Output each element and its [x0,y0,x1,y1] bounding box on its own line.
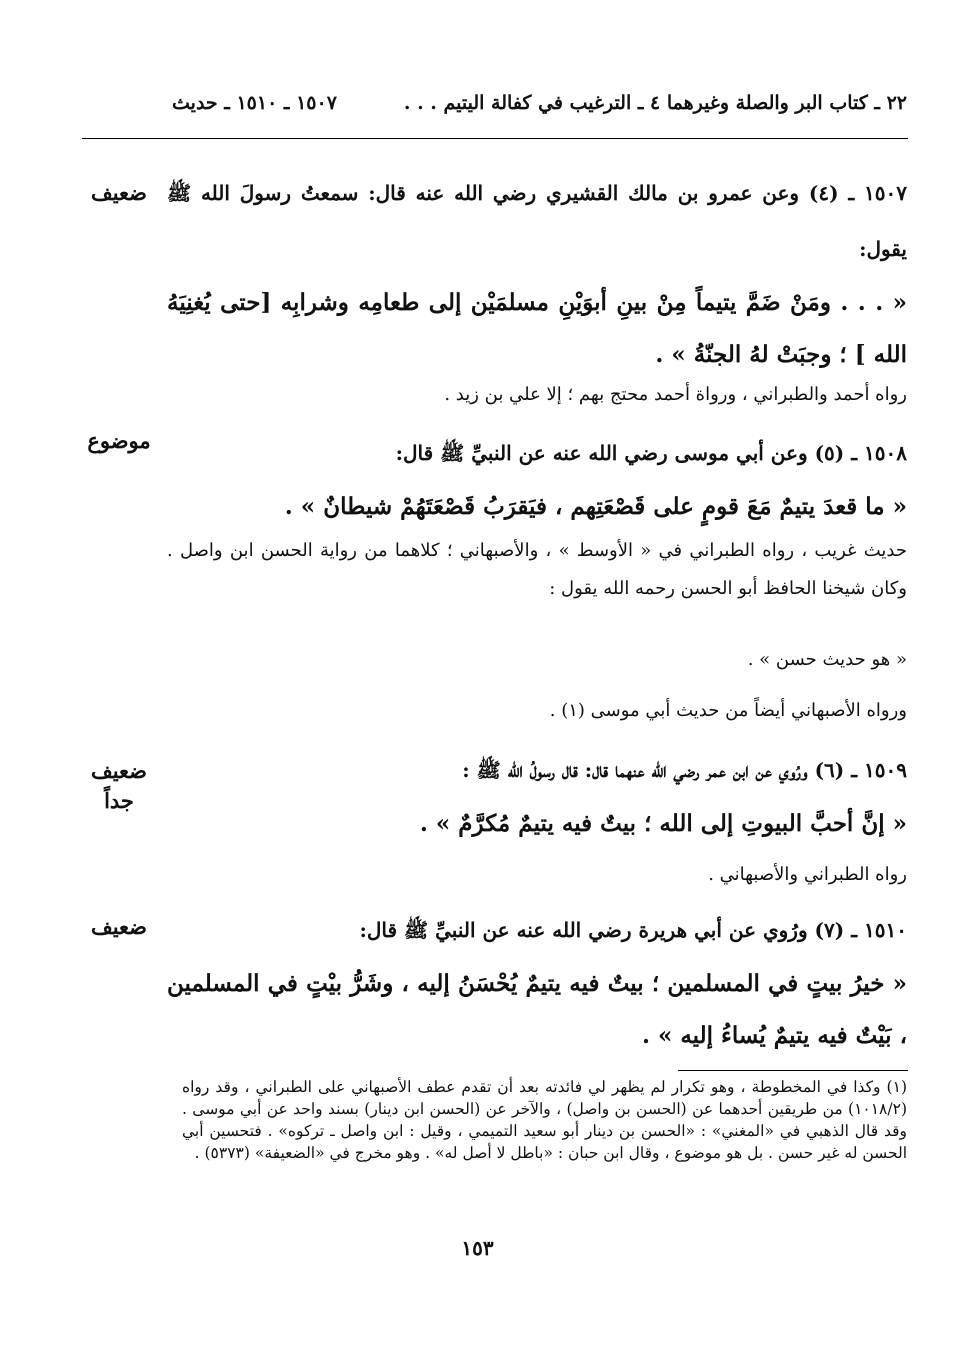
hadith-quote-1508: « هو حديث حسن » . [747,649,907,670]
page-number: ١٥٣ [461,1236,494,1260]
hadith-note-1508-extra: ورواه الأصبهاني أيضاً من حديث أبي موسى (١) . [549,700,907,721]
hadith-entry-1507 [167,165,907,381]
grade-label-1509: ضعيف جداً [90,758,148,813]
footnote-1: (١) وكذا في المخطوطة ، وهو تكرار لم يظهر لي فائدته بعد أن تقدم عطف الأصبهاني على الطبراني ، وقد رواه (١٠١٨/٢) من طريقين أحدهما عن (الحسن بن واصل) ، والآخر عن (الحسن ابن دينار) بسند واحد عن أبي موسى . وقد قال الذهبي في «المغني» : «الحسن بن دينار أبو سعيد التميمي ، وقيل : ابن واصل ـ تركوه» . فتحسين أبي الحسن له غير حسن . بل هو موضوع ، وقال ابن حبان : «باطل لا أصل له» . وهو مخرج في «الضعيفة» (٥٣٧٣) . [182,1078,907,1162]
hadith-intro: ١٥١٠ ـ (٧) ورُوي عن أبي هريرة رضي الله عنه عن النبيِّ ﷺ قال: [359,918,907,942]
hadith-note-1507: رواه أحمد والطبراني ، ورواة أحمد محتج بهم ؛ إلا علي بن زيد . [444,384,907,405]
grade-label-1510: ضعيف [90,914,148,939]
hadith-text: « إنَّ أحبَّ البيوتِ إلى الله ؛ بيتٌ فيه يتيمٌ مُكرَّمٌ » . [419,810,907,837]
hadith-text: « ما قعدَ يتيمٌ مَعَ قومٍ على قَصْعَتِهم ، فيَقرَبُ قَصْعَتَهُمْ شيطانٌ » . [284,493,907,520]
grade-label-1507: ضعيف [90,180,148,205]
hadith-entry-1508 [167,425,907,533]
hadith-entry-1510 [167,902,907,1062]
hadith-intro: ١٥٠٩ ـ (٦) ورُوي عن ابن عمر رضي الله عنهما قال: قال رسولُ الله ﷺ : [462,758,907,782]
header-hadith-range: ١٥٠٧ ـ ١٥١٠ ـ حديث [172,92,337,114]
hadith-note-1508: حديث غريب ، رواه الطبراني في « الأوسط » ، والأصبهاني ؛ كلاهما من رواية الحسن ابن واصل . وكان شيخنا الحافظ أبو الحسن رحمه الله يقول : [167,540,907,599]
hadith-intro: ١٥٠٨ ـ (٥) وعن أبي موسى رضي الله عنه عن النبيِّ ﷺ قال: [395,441,907,465]
hadith-entry-1509 [167,742,907,850]
hadith-text: « . . . ومَنْ ضَمَّ يتيماً مِنْ بينِ أبوَيْنِ مسلمَيْن إلى طعامِه وشرابِه [حتى يُغنِيَهُ الله ] ؛ وجبَتْ لهُ الجنّةُ » . [167,289,907,368]
hadith-intro: ١٥٠٧ ـ (٤) وعن عمرو بن مالك القشيري رضي الله عنه قال: سمعتُ رسولَ الله ﷺ يقول: [167,181,907,261]
hadith-text: « خيرُ بيتٍ في المسلمين ؛ بيتٌ فيه يتيمٌ يُحْسَنُ إليه ، وشَرُّ بيْتٍ في المسلمين ، بَيْتٌ فيه يتيمٌ يُساءُ إليه » . [167,970,907,1049]
footnote-rule [678,1070,908,1071]
header-chapter-title: ٢٢ ـ كتاب البر والصلة وغيرهما ٤ ـ الترغيب في كفالة اليتيم . . . [403,92,907,114]
header-rule [82,138,908,139]
hadith-note-1509: رواه الطبراني والأصبهاني . [708,864,907,885]
grade-label-1508: موضوع [87,428,151,453]
